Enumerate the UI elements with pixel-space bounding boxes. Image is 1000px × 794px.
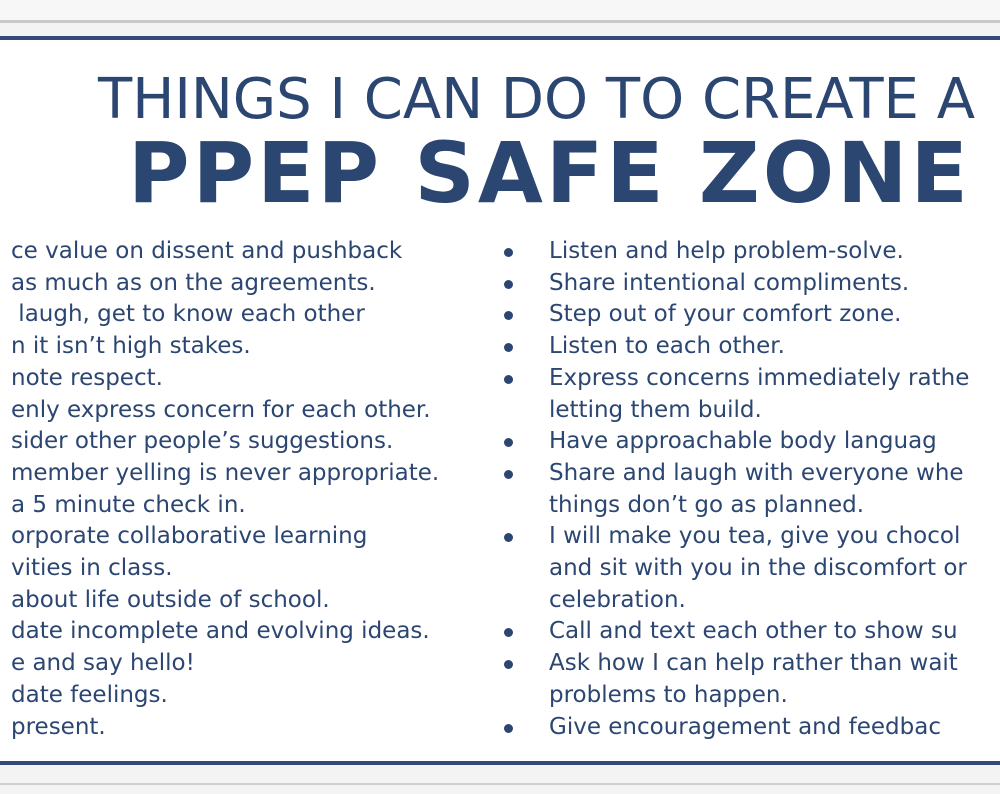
list-item: Give encouragement and feedbac	[502, 712, 969, 744]
top-edge	[0, 0, 1000, 23]
list-item: Share intentional compliments.	[502, 268, 969, 300]
poster-title-line1: THINGS I CAN DO TO CREATE A	[98, 67, 976, 132]
safe-zone-poster	[0, 36, 1000, 765]
list-item: date feelings.	[0, 680, 439, 712]
list-item: member yelling is never appropriate.	[0, 458, 439, 490]
bottom-edge	[0, 783, 1000, 794]
list-item: Step out of your comfort zone.	[502, 299, 969, 331]
list-item: orporate collaborative learning vities in class.	[0, 521, 439, 584]
list-item: ce value on dissent and pushback as much as on the agreements.	[0, 236, 439, 299]
list-item: Listen to each other.	[502, 331, 969, 363]
list-item: Call and text each other to show su	[502, 616, 969, 648]
right-bullet-list	[502, 236, 969, 743]
list-item: I will make you tea, give you chocol and sit with you in the discomfort or celebration.	[502, 521, 969, 616]
list-item: present.	[0, 712, 439, 744]
left-bullet-list	[0, 236, 439, 743]
list-item: Ask how I can help rather than wait problems to happen.	[502, 648, 969, 711]
list-item: date incomplete and evolving ideas.	[0, 616, 439, 648]
list-item: a 5 minute check in.	[0, 490, 439, 522]
list-item: Share and laugh with everyone whe things don’t go as planned.	[502, 458, 969, 521]
list-item: sider other people’s suggestions.	[0, 426, 439, 458]
list-item: Listen and help problem-solve.	[502, 236, 969, 268]
list-item: Have approachable body languag	[502, 426, 969, 458]
poster-title-line2: PPEP SAFE ZONE	[128, 124, 971, 222]
list-item: e and say hello!	[0, 648, 439, 680]
list-item: about life outside of school.	[0, 585, 439, 617]
list-item: laugh, get to know each other n it isn’t high stakes.	[0, 299, 439, 362]
list-item: Express concerns immediately rathe letting them build.	[502, 363, 969, 426]
list-item: note respect.	[0, 363, 439, 395]
list-item: enly express concern for each other.	[0, 395, 439, 427]
